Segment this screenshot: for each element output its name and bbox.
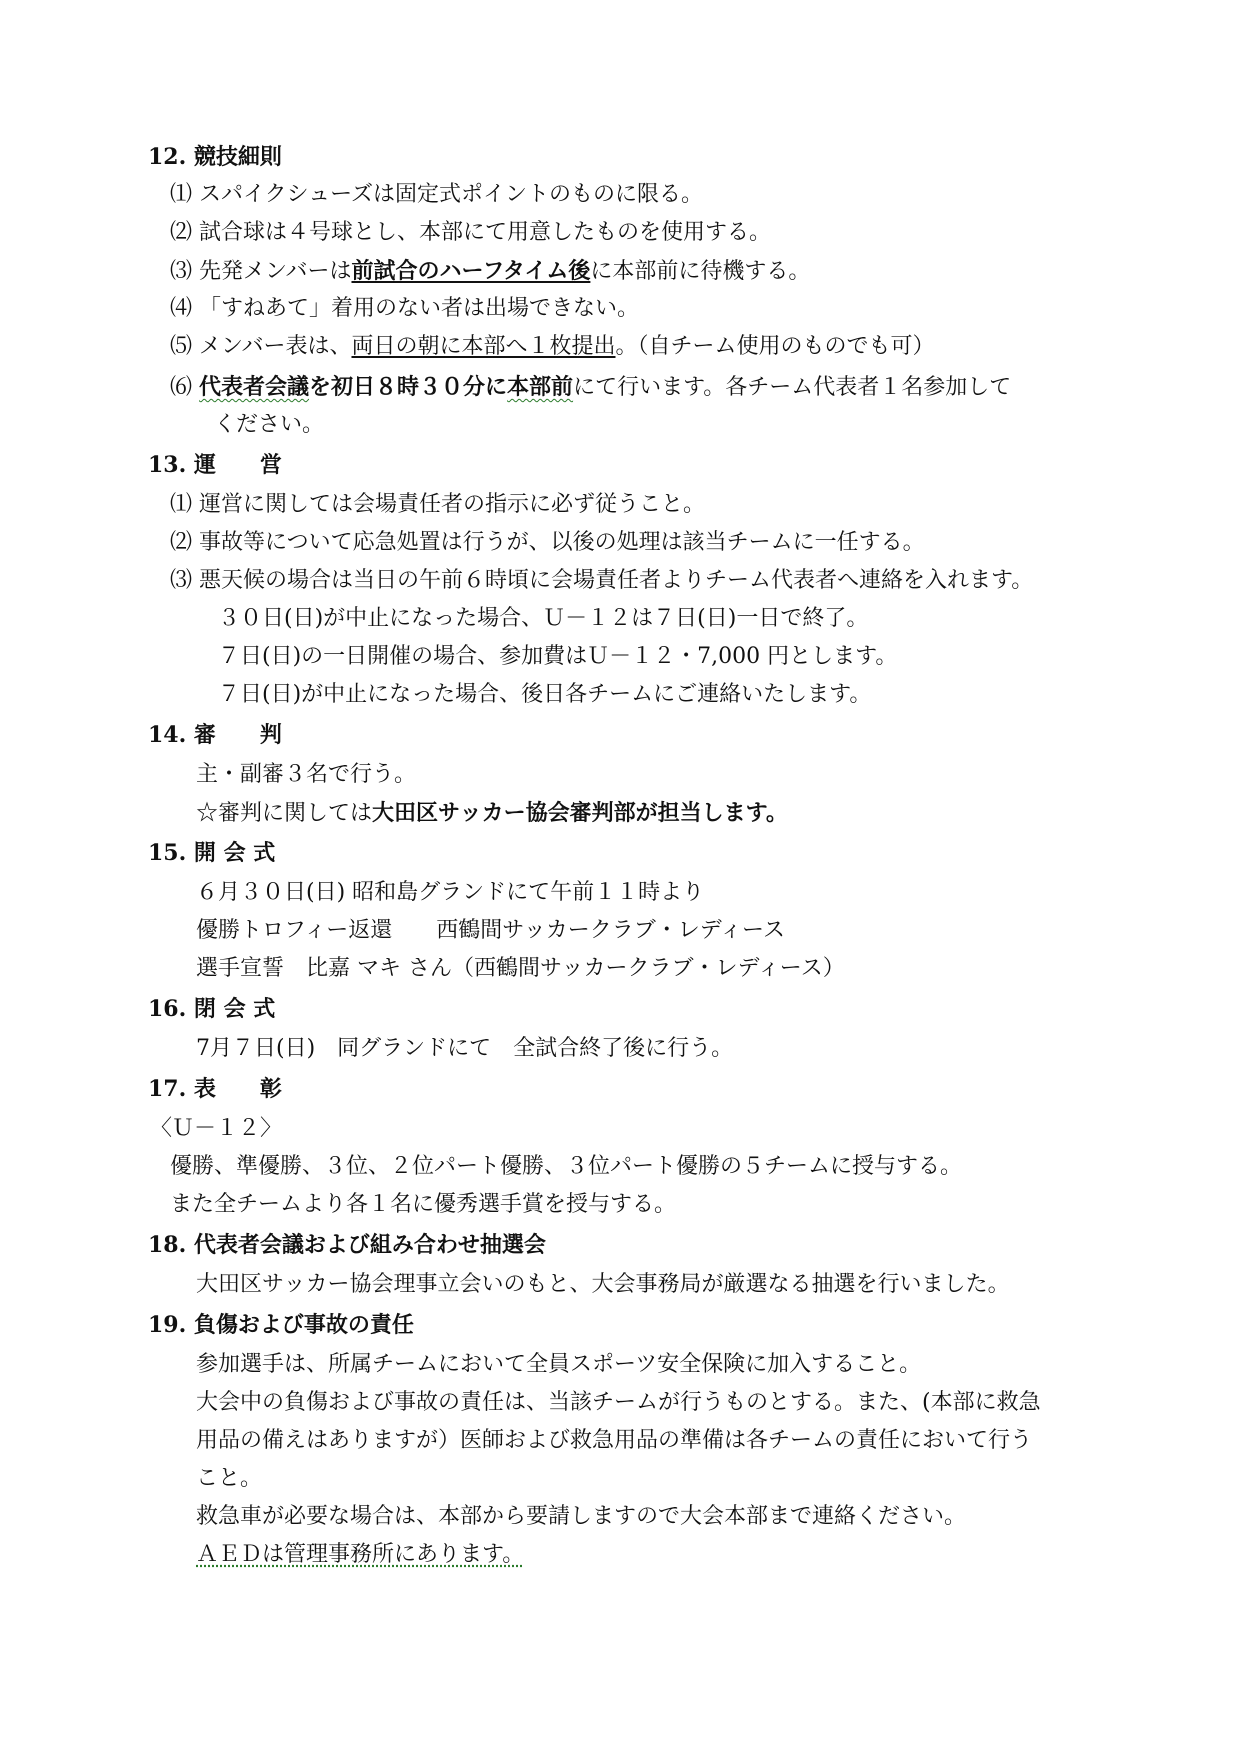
s14-line-2-bold: 大田区サッカー協会審判部が担当します。 [372,800,788,826]
item-text: 運営に関しては会場責任者の指示に必ず従うこと。 [199,492,706,517]
s13-note-3: ７日(日)が中止になった場合、後日各チームにご連絡いたします。 [218,682,872,707]
s19-line-6: ＡＥＤは管理事務所にあります。 [196,1542,525,1567]
item-number: ⑶ [170,259,193,284]
item-number: ⑴ [170,492,193,517]
section-13-title: 13. 運 営 [148,452,282,478]
item-number: ⑹ [170,375,193,400]
section-19-title: 19. 負傷および事故の責任 [148,1312,414,1338]
section-12-title: 12. 競技細則 [148,144,282,170]
s13-item-1 [170,490,705,520]
item-text-b: に本部前に待機する。 [590,259,811,284]
item-number: ⑷ [170,296,193,321]
item-text-emphasis: 前試合のハーフタイム後 [351,258,591,284]
s12-item-4 [170,294,639,324]
s12-item-5 [170,332,935,362]
item-text: 事故等について応急処置は行うが、以後の処理は該当チームに一任する。 [199,530,925,555]
s18-line-1: 大田区サッカー協会理事立会いのもと、大会事務局が厳選なる抽選を行いました。 [196,1272,1010,1297]
s13-item-2 [170,528,925,558]
s13-note-2: ７日(日)の一日開催の場合、参加費はＵ－１２・7,000 円とします。 [218,644,898,669]
item-text-bold: を初日８時３０分に [309,374,508,400]
s17-line-2: また全チームより各１名に優秀選手賞を授与する。 [170,1192,677,1217]
section-14-title: 14. 審 判 [148,722,282,748]
s14-line-2 [196,798,788,828]
s12-item-6-cont: ください。 [214,412,325,437]
s17-line-1: 優勝、準優勝、３位、２位パート優勝、３位パート優勝の５チームに授与する。 [170,1154,963,1179]
s12-item-1 [170,180,703,210]
section-18-title: 18. 代表者会議および組み合わせ抽選会 [148,1232,546,1258]
s13-item-3 [170,566,1033,596]
item-text-emphasis: 両日の朝に本部へ１枚提出 [351,334,616,359]
item-number: ⑶ [170,568,193,593]
s19-line-2: 大会中の負傷および事故の責任は、当該チームが行うものとする。また、(本部に救急 [196,1390,1041,1415]
s14-line-1: 主・副審３名で行う。 [196,762,417,787]
s15-line-1: ６月３０日(日) 昭和島グランドにて午前１１時より [196,880,705,905]
s16-line-1: 7月７日(日) 同グランドにて 全試合終了後に行う。 [196,1036,734,1061]
s19-line-4: こと。 [196,1466,263,1491]
item-number: ⑸ [170,334,193,359]
section-16-title: 16. 閉 会 式 [148,996,276,1022]
s17-subheading: 〈Ｕ－１２〉 [150,1116,283,1141]
item-number: ⑴ [170,182,193,207]
item-number: ⑵ [170,220,193,245]
s19-line-1: 参加選手は、所属チームにおいて全員スポーツ安全保険に加入すること。 [196,1352,922,1377]
item-text-tail: にて行います。各チーム代表者１名参加して [573,375,1012,400]
s12-item-2 [170,218,771,248]
item-text: 「すねあて」着用のない者は出場できない。 [199,296,640,321]
item-text-emphasis-a: 代表者会議 [199,374,310,400]
item-text-b: 。（自チーム使用のものでも可） [615,334,935,359]
section-15-title: 15. 開 会 式 [148,840,276,866]
item-text: 悪天候の場合は当日の午前６時頃に会場責任者よりチーム代表者へ連絡を入れます。 [199,568,1034,593]
item-text: 試合球は４号球とし、本部にて用意したものを使用する。 [199,220,772,245]
s15-line-2: 優勝トロフィー返還 西鶴間サッカークラブ・レディース [196,918,785,943]
s13-note-1: ３０日(日)が中止になった場合、Ｕ－１２は７日(日)一日で終了。 [218,606,869,631]
item-text-emphasis-b: 本部前 [507,374,574,400]
s19-line-3: 用品の備えはありますが）医師および救急用品の準備は各チームの責任において行う [196,1428,1033,1453]
item-text-a: 先発メンバーは [199,259,352,284]
section-17-title: 17. 表 彰 [148,1076,282,1102]
s19-line-5: 救急車が必要な場合は、本部から要請しますので大会本部まで連絡ください。 [196,1504,967,1529]
s15-line-3: 選手宣誓 比嘉 マキ さん（西鶴間サッカークラブ・レディース） [196,956,845,981]
item-text-a: メンバー表は、 [199,334,352,359]
item-text: スパイクシューズは固定式ポイントのものに限る。 [199,182,704,207]
s14-line-2-text: ☆審判に関しては [196,801,373,826]
s12-item-3 [170,256,810,286]
item-number: ⑵ [170,530,193,555]
s12-item-6 [170,372,1011,402]
